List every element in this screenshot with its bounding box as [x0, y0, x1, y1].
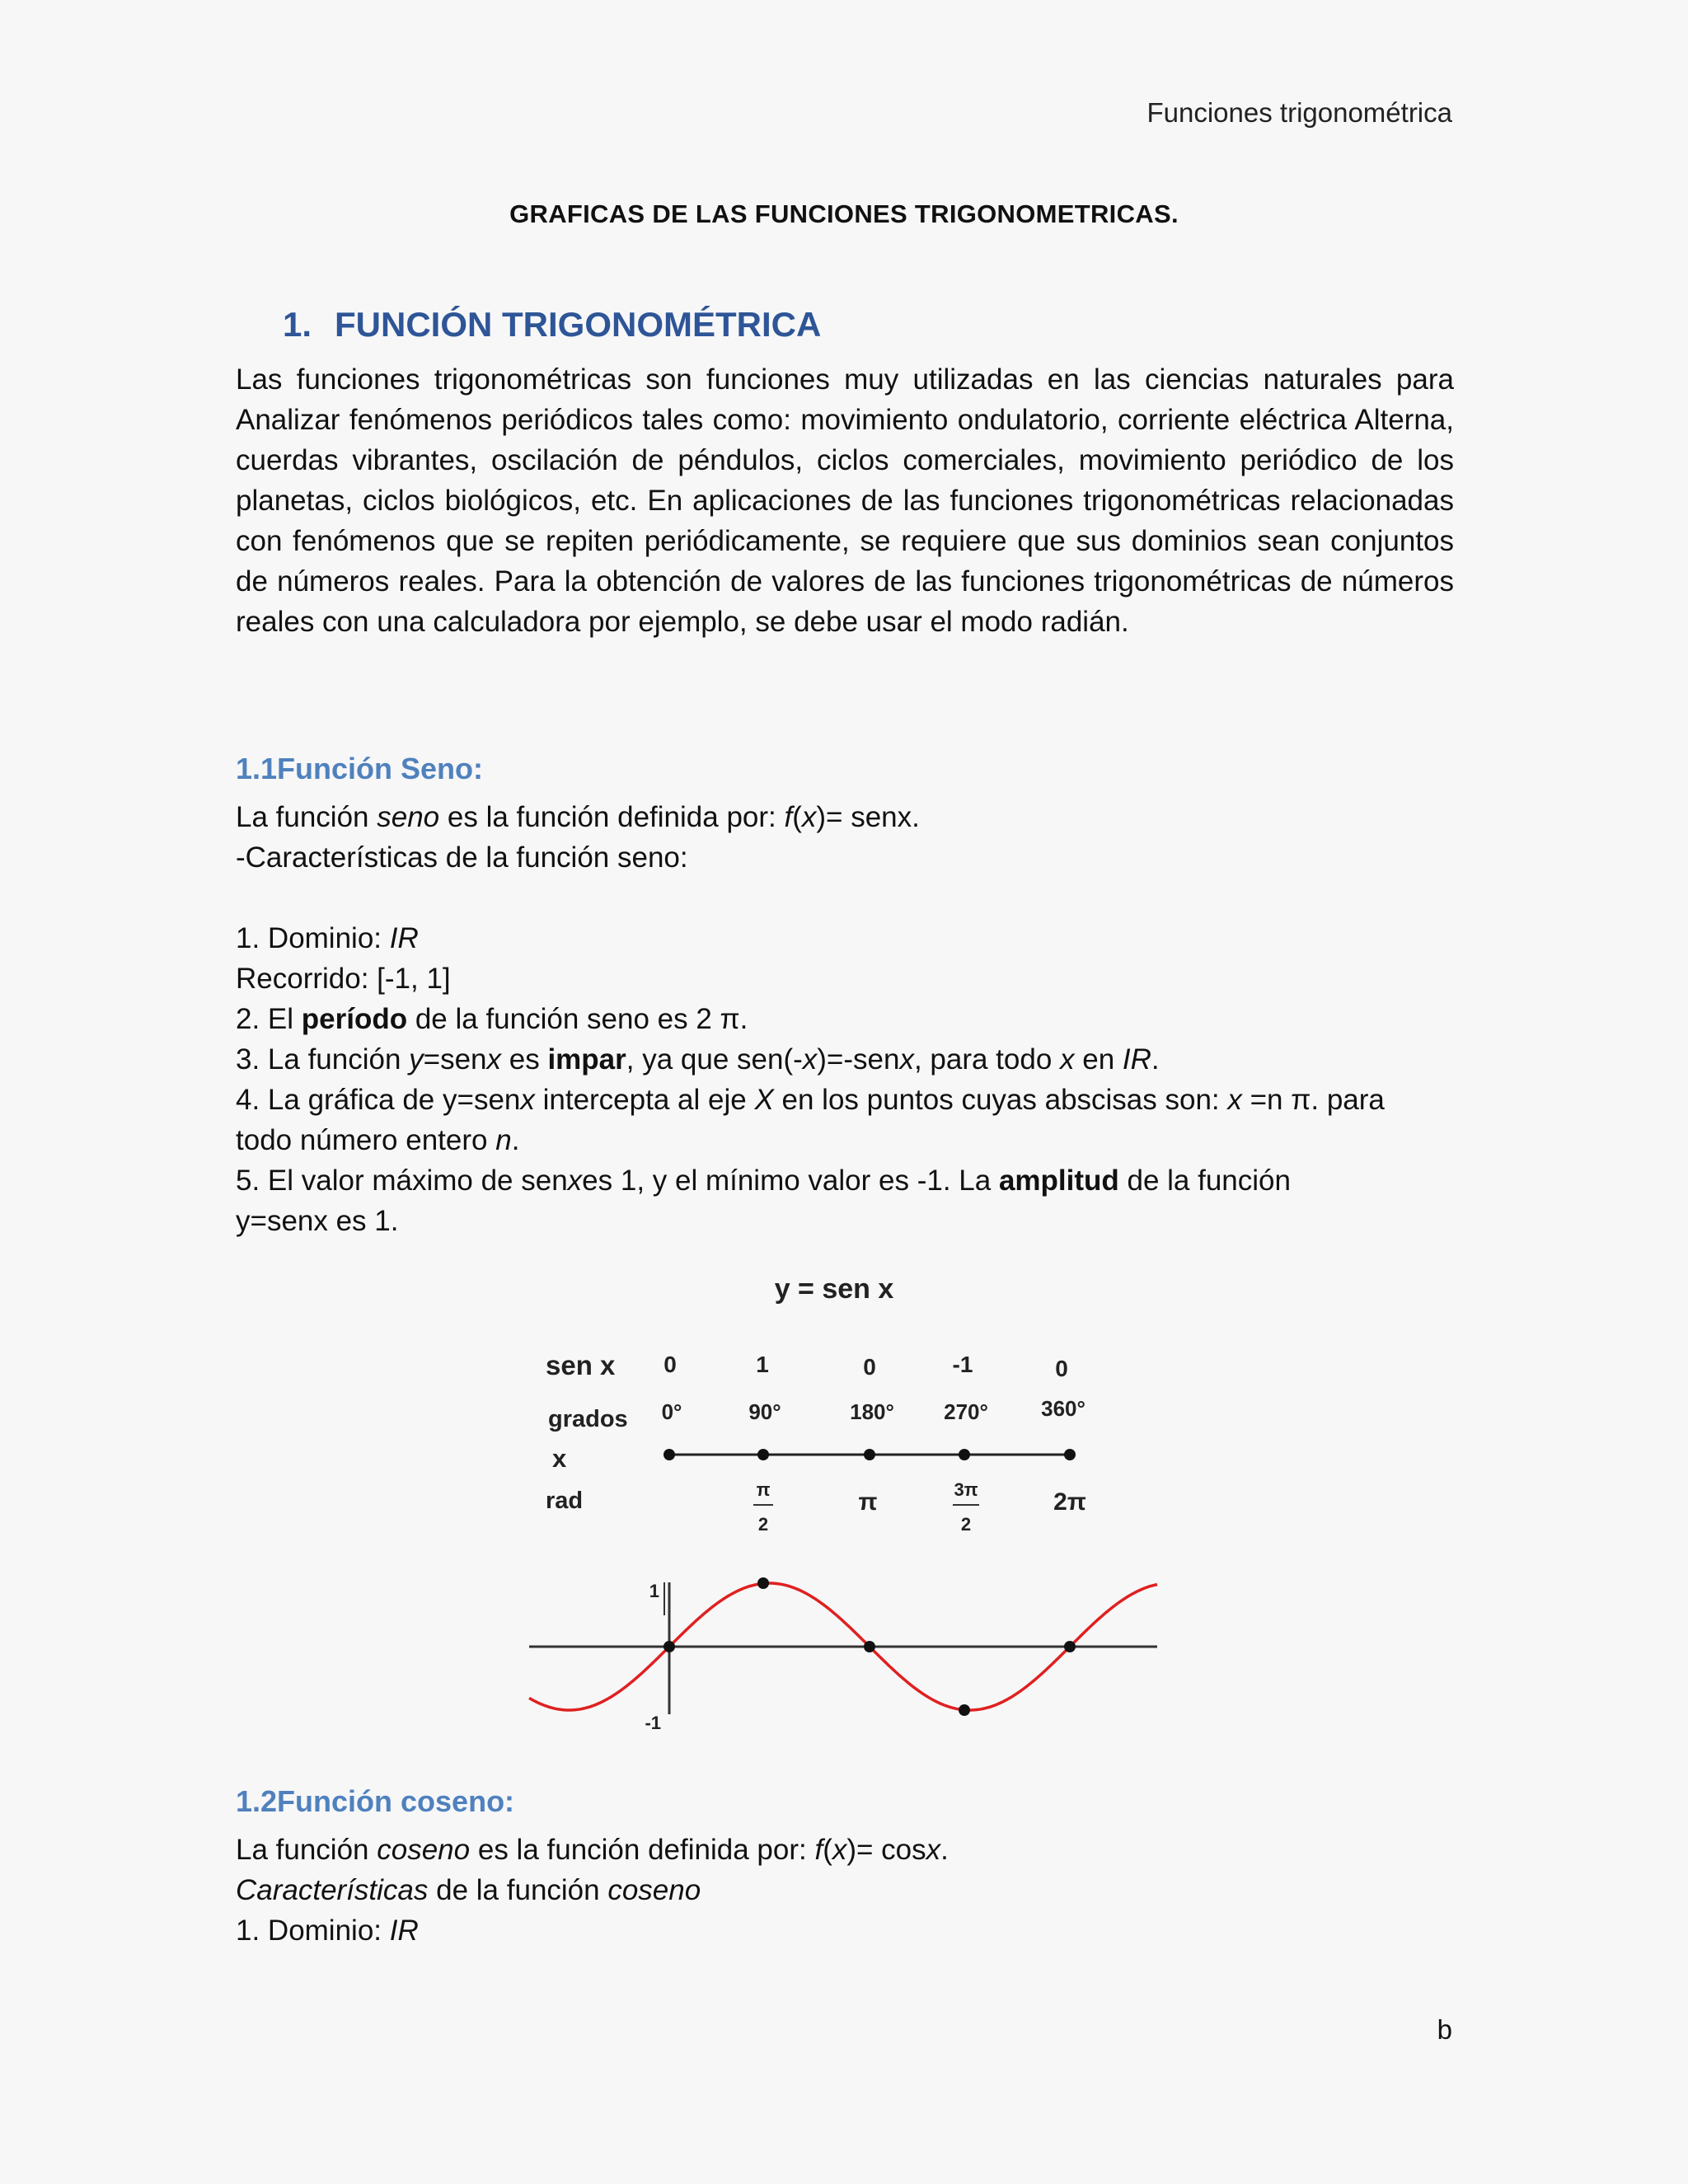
text-run: x	[567, 1165, 583, 1197]
text-run: 3. La función	[236, 1043, 410, 1076]
row-label-x: x	[552, 1444, 567, 1473]
seno-features-intro: -Características de la función seno:	[236, 841, 688, 874]
text-run: x	[801, 801, 817, 833]
section-1-number: 1.	[283, 305, 312, 344]
text-run: intercepta al eje	[534, 1084, 755, 1116]
sine-curve	[529, 1583, 1157, 1710]
text-run: x	[1060, 1043, 1075, 1076]
graph-point-0	[663, 1641, 675, 1652]
deg-270: 270°	[944, 1399, 988, 1424]
deg-180: 180°	[850, 1399, 894, 1424]
text-run: Características	[236, 1874, 429, 1906]
text-run: x	[802, 1043, 818, 1076]
text-run: en	[1074, 1043, 1123, 1076]
row-label-grados: grados	[548, 1406, 628, 1432]
section-1-heading	[283, 305, 821, 344]
text-run: , ya que sen(-	[626, 1043, 803, 1076]
text-run: )= senx.	[816, 801, 920, 833]
text-run: La función	[236, 1834, 377, 1866]
seno-item-5-cont: y=senx es 1.	[236, 1205, 399, 1237]
y-label-minus-one: -1	[645, 1713, 661, 1733]
graph-point-max	[757, 1577, 769, 1589]
text-run: , para todo	[913, 1043, 1061, 1076]
text-run: x	[1227, 1084, 1242, 1116]
seno-range: Recorrido: [-1, 1]	[236, 963, 451, 995]
text-run: coseno	[377, 1834, 471, 1866]
text-run: x	[832, 1834, 847, 1866]
text-run: )=-sen	[817, 1043, 900, 1076]
rad-pi-half-num: π	[756, 1479, 771, 1500]
graph-point-pi	[864, 1641, 875, 1652]
row-label-sen: sen x	[546, 1350, 616, 1380]
rad-pi: π	[858, 1488, 878, 1516]
sen-value-90: 1	[756, 1352, 769, 1377]
text-run: coseno	[607, 1874, 701, 1906]
section-1-2-heading: 1.2Función coseno:	[236, 1784, 515, 1818]
seno-item-4	[236, 1084, 1385, 1117]
text-run: 1. Dominio:	[236, 922, 390, 954]
rad-two-pi: 2π	[1053, 1488, 1086, 1516]
text-run: IR	[1122, 1043, 1151, 1076]
text-run: x	[520, 1084, 535, 1116]
text-run: seno	[377, 801, 440, 833]
text-run: .	[1151, 1043, 1160, 1076]
rad-pi-half-den: 2	[757, 1514, 769, 1535]
row-label-rad: rad	[546, 1488, 584, 1514]
text-run: 4. La gráfica de y=sen	[236, 1084, 521, 1116]
text-run: n	[495, 1124, 512, 1156]
sine-figure-title: y = sen x	[774, 1273, 894, 1305]
text-run: es la función definida por:	[439, 801, 785, 833]
x-point-360	[1064, 1449, 1076, 1460]
coseno-item-1	[236, 1915, 419, 1947]
text-run: =sen	[423, 1043, 487, 1076]
sen-value-360: 0	[1055, 1356, 1068, 1381]
rad-three-pi-half-den: 2	[960, 1514, 972, 1535]
text-run: La función	[236, 801, 377, 833]
text-run: x	[899, 1043, 914, 1076]
deg-360: 360°	[1041, 1396, 1085, 1421]
seno-item-3	[236, 1043, 1160, 1076]
text-run: IR	[389, 1915, 419, 1947]
text-run: en los puntos cuyas abscisas son:	[773, 1084, 1228, 1116]
x-point-90	[757, 1449, 769, 1460]
graph-point-2pi	[1064, 1641, 1076, 1652]
text-run: es la función definida por:	[470, 1834, 815, 1866]
deg-90: 90°	[748, 1399, 781, 1424]
seno-item-5	[236, 1165, 1291, 1197]
text-run: X	[754, 1084, 774, 1116]
text-run: impar	[547, 1043, 626, 1076]
text-run: (	[792, 801, 802, 833]
text-run: de la función seno es 2 π.	[407, 1003, 748, 1035]
document-title: GRAFICAS DE LAS FUNCIONES TRIGONOMETRICAS.	[509, 199, 1179, 228]
coseno-features-intro	[236, 1874, 701, 1907]
text-run: f	[784, 801, 793, 833]
running-header: Funciones trigonométrica	[1146, 97, 1452, 128]
text-run: amplitud	[998, 1165, 1119, 1197]
sen-value-180: 0	[863, 1354, 876, 1380]
sen-value-0: 0	[663, 1352, 677, 1377]
text-run: .	[940, 1834, 949, 1866]
section-1-paragraph: Las funciones trigonométricas son funciones muy utilizadas en las ciencias naturales para Analizar fenómenos periódicos tales como: movimiento ondulatorio, corriente eléctrica Alterna, cuerdas vibrantes, oscilación de péndulos, ciclos comerciales, movimiento periódico de los planetas, ciclos biológicos, etc. En aplicaciones de las funciones trigonométricas relacionadas con fenómenos que se repiten periódicamente, se requiere que sus dominios sean conjuntos de números reales. Para la obtención de valores de las funciones trigonométricas de números reales con una calculadora por ejemplo, se debe usar el modo radián.	[236, 363, 1454, 638]
seno-definition	[236, 801, 920, 834]
section-1-1-heading: 1.1Función Seno:	[236, 752, 484, 785]
graph-point-min	[959, 1704, 970, 1716]
seno-item-2	[236, 1003, 748, 1036]
x-point-270	[959, 1449, 970, 1460]
rad-three-pi-half-num: 3π	[954, 1479, 978, 1500]
seno-item-1	[236, 922, 419, 955]
text-run: es	[501, 1043, 548, 1076]
text-run: 1. Dominio:	[236, 1915, 390, 1947]
text-run: f	[814, 1834, 823, 1866]
text-run: es 1, y el mínimo valor es -1. La	[582, 1165, 999, 1197]
x-point-180	[864, 1449, 875, 1460]
text-run: (	[823, 1834, 832, 1866]
text-run: de la función	[428, 1874, 608, 1906]
text-run: 5. El valor máximo de sen	[236, 1165, 568, 1197]
deg-0: 0°	[661, 1399, 682, 1424]
text-run: de la función	[1118, 1165, 1291, 1197]
text-run: período	[301, 1003, 408, 1035]
page-marker: b	[1437, 2014, 1452, 2045]
text-run: .	[511, 1124, 520, 1156]
coseno-definition	[236, 1834, 949, 1867]
text-run: IR	[389, 922, 419, 954]
text-run: x	[926, 1834, 941, 1866]
text-run: x	[486, 1043, 502, 1076]
text-run: 2. El	[236, 1003, 302, 1035]
y-label-one: 1	[649, 1581, 659, 1601]
text-run: )= cos	[846, 1834, 926, 1866]
seno-item-4-cont	[236, 1124, 519, 1157]
text-run: todo número entero	[236, 1124, 496, 1156]
text-run: =n π. para	[1241, 1084, 1385, 1116]
sen-value-270: -1	[952, 1352, 973, 1377]
section-1-title: FUNCIÓN TRIGONOMÉTRICA	[335, 305, 822, 344]
text-run: y	[409, 1043, 424, 1076]
x-point-0	[663, 1449, 675, 1460]
